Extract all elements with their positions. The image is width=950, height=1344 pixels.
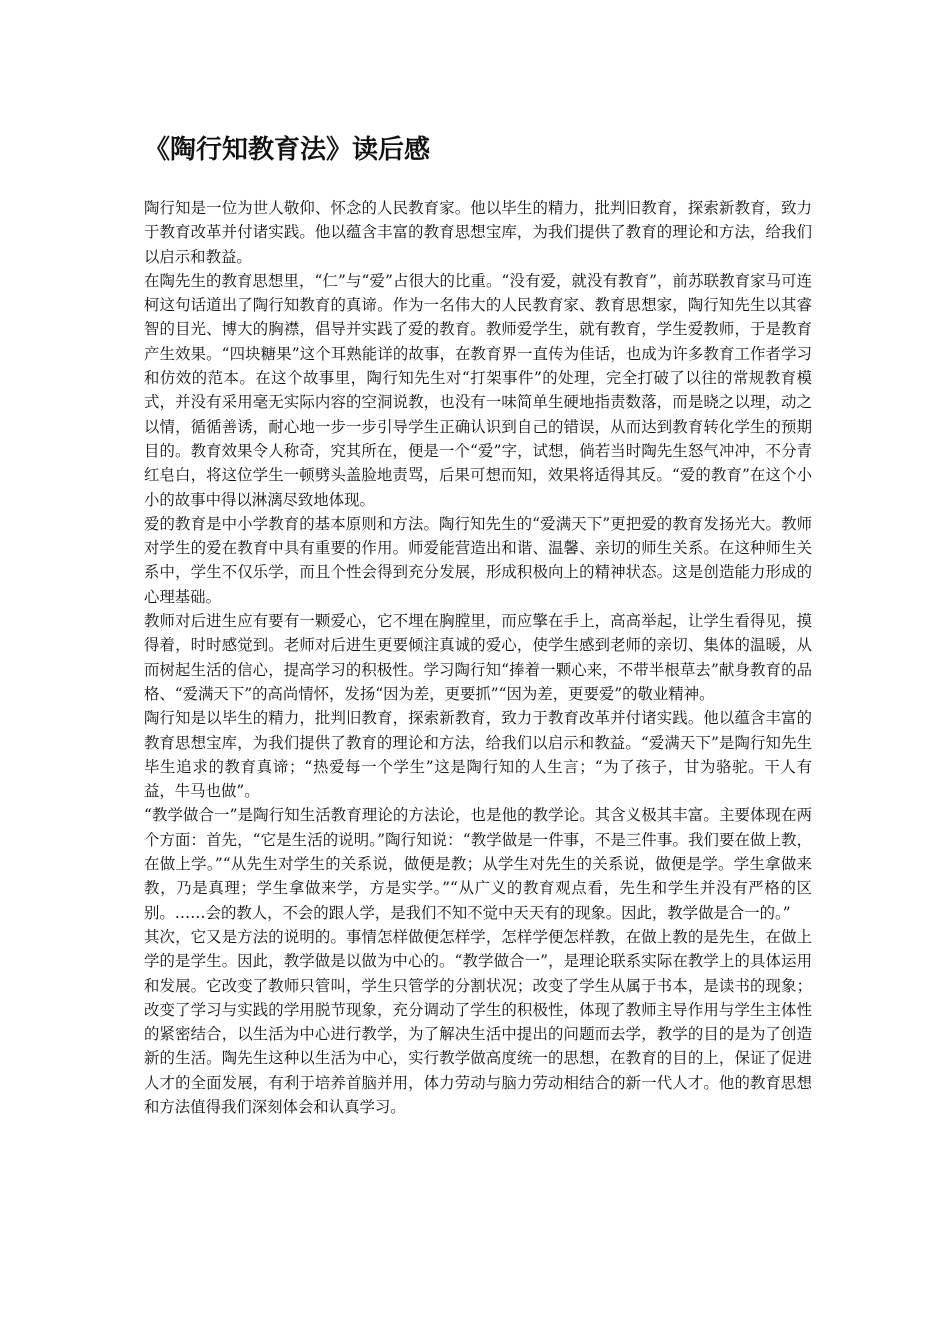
article-body — [144, 196, 812, 1119]
page-title: 《陶行知教育法》读后感 — [144, 135, 431, 165]
paragraph: 在陶先生的教育思想里，“仁”与“爱”占很大的比重。“没有爱，就没有教育”，前苏联教育家马可连柯这句话道出了陶行知教育的真谛。作为一名伟大的人民教育家、教育思想家，陶行知先生以其睿智的目光、博大的胸襟，倡导并实践了爱的教育。教师爱学生，就有教育，学生爱教师，于是教育产生效果。“四块糖果”这个耳熟能详的故事，在教育界一直传为佳话，也成为许多教育工作者学习和仿效的范本。在这个故事里，陶行知先生对“打架事件”的处理，完全打破了以往的常规教育模式，并没有采用毫无实际内容的空洞说教，也没有一味简单生硬地指责数落，而是晓之以理，动之以情，循循善诱，耐心地一步一步引导学生正确认识到自己的错误，从而达到教育转化学生的预期目的。教育效果令人称奇，究其所在，便是一个“爱”字，试想，倘若当时陶先生怒气冲冲，不分青红皂白，将这位学生一顿劈头盖脸地责骂，后果可想而知，效果将适得其反。“爱的教育”在这个小小的故事中得以淋漓尽致地体现。 — [144, 271, 812, 509]
paragraph: “教学做合一”是陶行知生活教育理论的方法论，也是他的教学论。其含义极其丰富。主要体现在两个方面：首先，“它是生活的说明。”陶行知说：“教学做是一件事，不是三件事。我们要在做上教，在做上学。”“从先生对学生的关系说，做便是教；从学生对先生的关系说，做便是学。学生拿做来教，乃是真理；学生拿做来学，方是实学。”“从广义的教育观点看，先生和学生并没有严格的区别。……会的教人，不会的跟人学，是我们不知不觉中天天有的现象。因此，教学做是合一的。” — [144, 806, 812, 922]
paragraph: 教师对后进生应有要有一颗爱心，它不埋在胸膛里，而应擎在手上，高高举起，让学生看得见，摸得着，时时感觉到。老师对后进生更要倾注真诚的爱心，使学生感到老师的亲切、集体的温暖，从而树起生活的信心，提高学习的积极性。学习陶行知“捧着一颗心来，不带半根草去”献身教育的品格、“爱满天下”的高尚情怀，发扬“因为差，更要抓”“因为差，更要爱”的敬业精神。 — [144, 612, 812, 703]
paragraph: 其次，它又是方法的说明的。事情怎样做便怎样学，怎样学便怎样教，在做上教的是先生，在做上学的是学生。因此，教学做是以做为中心的。“教学做合一”，是理论联系实际在教学上的具体运用和发展。它改变了教师只管叫，学生只管学的分割状况；改变了学生从属于书本，是读书的现象；改变了学习与实践的学用脱节现象，充分调动了学生的积极性，体现了教师主导作用与学生主体性的紧密结合，以生活为中心进行教学，为了解决生活中提出的问题而去学，教学的目的是为了创造新的生活。陶先生这种以生活为中心，实行教学做高度统一的思想，在教育的目的上，保证了促进人才的全面发展，有利于培养首脑并用，体力劳动与脑力劳动相结合的新一代人才。他的教育思想和方法值得我们深刻体会和认真学习。 — [144, 927, 812, 1116]
paragraph: 爱的教育是中小学教育的基本原则和方法。陶行知先生的“爱满天下”更把爱的教育发扬光大。教师对学生的爱在教育中具有重要的作用。师爱能营造出和谐、温馨、亲切的师生关系。在这种师生关系中，学生不仅乐学，而且个性会得到充分发展，形成积极向上的精神状态。这是创造能力形成的心理基础。 — [144, 514, 812, 606]
paragraph: 陶行知是一位为世人敬仰、怀念的人民教育家。他以毕生的精力，批判旧教育，探索新教育，致力于教育改革并付诸实践。他以蕴含丰富的教育思想宝库，为我们提供了教育的理论和方法，给我们以启示和教益。 — [144, 199, 812, 266]
paragraph: 陶行知是以毕生的精力，批判旧教育，探索新教育，致力于教育改革并付诸实践。他以蕴含丰富的教育思想宝库，为我们提供了教育的理论和方法，给我们以启示和教益。“爱满天下”是陶行知先生毕生追求的教育真谛；“热爱每一个学生”这是陶行知的人生言；“为了孩子，甘为骆驼。干人有益，牛马也做”。 — [144, 709, 812, 801]
